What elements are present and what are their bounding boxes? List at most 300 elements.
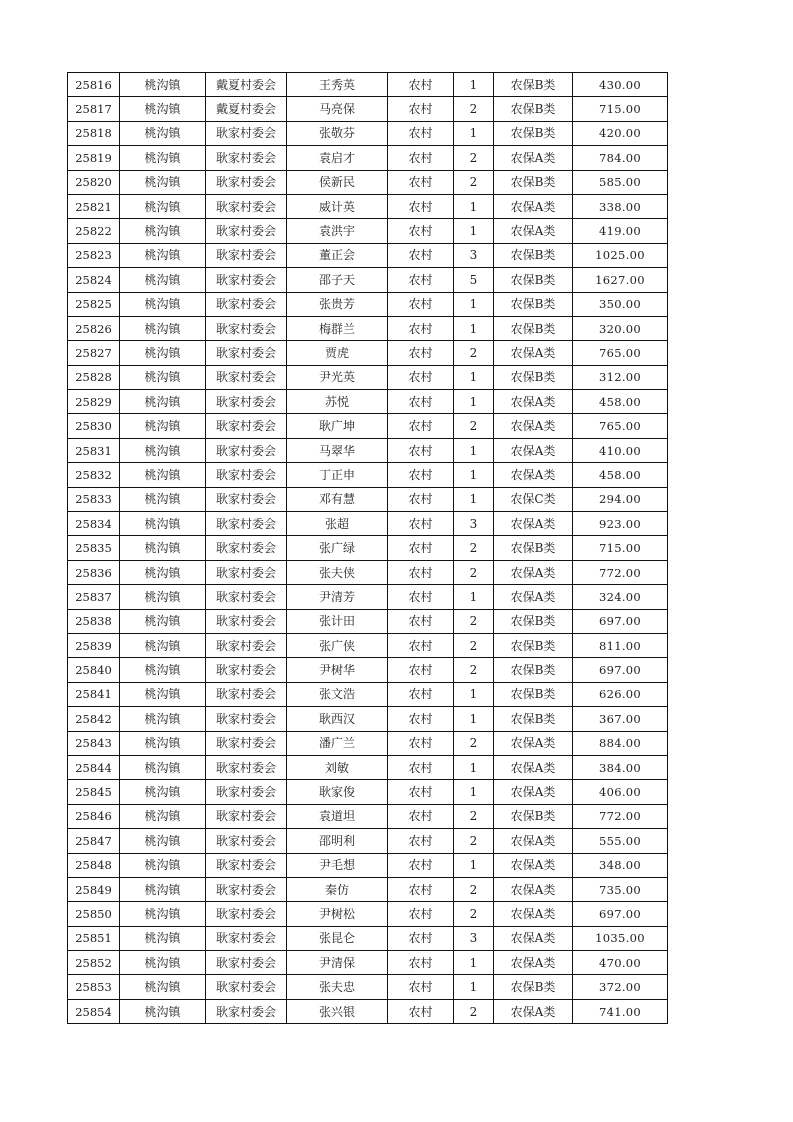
insurance-category-cell: 农保A类: [494, 341, 573, 365]
area-type-cell: 农村: [388, 829, 454, 853]
table-row: [68, 536, 668, 560]
person-name-cell: 贾虎: [287, 341, 388, 365]
person-name-cell: 董正会: [287, 243, 388, 267]
household-size-cell: 1: [454, 219, 494, 243]
household-size-cell: 1: [454, 707, 494, 731]
town-cell: 桃沟镇: [120, 999, 206, 1023]
insurance-category-cell: 农保A类: [494, 146, 573, 170]
town-cell: 桃沟镇: [120, 633, 206, 657]
allowance-table: [67, 72, 668, 1024]
table-row: [68, 755, 668, 779]
person-name-cell: 耿家俊: [287, 780, 388, 804]
amount-cell: 811.00: [573, 633, 668, 657]
household-size-cell: 1: [454, 438, 494, 462]
person-name-cell: 王秀英: [287, 73, 388, 97]
insurance-category-cell: 农保A类: [494, 390, 573, 414]
insurance-category-cell: 农保A类: [494, 731, 573, 755]
table-row: [68, 804, 668, 828]
amount-cell: 348.00: [573, 853, 668, 877]
insurance-category-cell: 农保B类: [494, 975, 573, 999]
insurance-category-cell: 农保A类: [494, 560, 573, 584]
household-size-cell: 1: [454, 121, 494, 145]
area-type-cell: 农村: [388, 585, 454, 609]
amount-cell: 372.00: [573, 975, 668, 999]
table-body: [68, 73, 668, 1024]
table-row: [68, 146, 668, 170]
amount-cell: 715.00: [573, 97, 668, 121]
amount-cell: 585.00: [573, 170, 668, 194]
table-row: [68, 633, 668, 657]
household-size-cell: 3: [454, 926, 494, 950]
record-id-cell: 25818: [68, 121, 120, 145]
table-row: [68, 438, 668, 462]
person-name-cell: 张夫侠: [287, 560, 388, 584]
amount-cell: 1025.00: [573, 243, 668, 267]
record-id-cell: 25825: [68, 292, 120, 316]
record-id-cell: 25844: [68, 755, 120, 779]
table-row: [68, 414, 668, 438]
record-id-cell: 25817: [68, 97, 120, 121]
record-id-cell: 25839: [68, 633, 120, 657]
insurance-category-cell: 农保C类: [494, 487, 573, 511]
household-size-cell: 2: [454, 560, 494, 584]
insurance-category-cell: 农保A类: [494, 853, 573, 877]
table-row: [68, 560, 668, 584]
table-row: [68, 73, 668, 97]
amount-cell: 312.00: [573, 365, 668, 389]
area-type-cell: 农村: [388, 682, 454, 706]
person-name-cell: 张敬芬: [287, 121, 388, 145]
area-type-cell: 农村: [388, 97, 454, 121]
village-committee-cell: 耿家村委会: [206, 975, 287, 999]
record-id-cell: 25835: [68, 536, 120, 560]
table-row: [68, 341, 668, 365]
village-committee-cell: 耿家村委会: [206, 243, 287, 267]
amount-cell: 458.00: [573, 390, 668, 414]
table-row: [68, 926, 668, 950]
insurance-category-cell: 农保A类: [494, 829, 573, 853]
amount-cell: 765.00: [573, 414, 668, 438]
village-committee-cell: 耿家村委会: [206, 390, 287, 414]
record-id-cell: 25819: [68, 146, 120, 170]
household-size-cell: 2: [454, 146, 494, 170]
area-type-cell: 农村: [388, 926, 454, 950]
person-name-cell: 尹树华: [287, 658, 388, 682]
insurance-category-cell: 农保A类: [494, 951, 573, 975]
record-id-cell: 25845: [68, 780, 120, 804]
town-cell: 桃沟镇: [120, 292, 206, 316]
insurance-category-cell: 农保B类: [494, 633, 573, 657]
town-cell: 桃沟镇: [120, 755, 206, 779]
area-type-cell: 农村: [388, 999, 454, 1023]
area-type-cell: 农村: [388, 536, 454, 560]
person-name-cell: 耿西汉: [287, 707, 388, 731]
person-name-cell: 袁洪宇: [287, 219, 388, 243]
town-cell: 桃沟镇: [120, 585, 206, 609]
area-type-cell: 农村: [388, 853, 454, 877]
area-type-cell: 农村: [388, 463, 454, 487]
insurance-category-cell: 农保A类: [494, 585, 573, 609]
insurance-category-cell: 农保A类: [494, 219, 573, 243]
insurance-category-cell: 农保A类: [494, 902, 573, 926]
table-row: [68, 609, 668, 633]
town-cell: 桃沟镇: [120, 780, 206, 804]
amount-cell: 555.00: [573, 829, 668, 853]
household-size-cell: 1: [454, 194, 494, 218]
household-size-cell: 2: [454, 658, 494, 682]
area-type-cell: 农村: [388, 316, 454, 340]
town-cell: 桃沟镇: [120, 73, 206, 97]
record-id-cell: 25838: [68, 609, 120, 633]
amount-cell: 884.00: [573, 731, 668, 755]
area-type-cell: 农村: [388, 438, 454, 462]
record-id-cell: 25834: [68, 512, 120, 536]
record-id-cell: 25822: [68, 219, 120, 243]
amount-cell: 784.00: [573, 146, 668, 170]
person-name-cell: 张广绿: [287, 536, 388, 560]
person-name-cell: 张昆仑: [287, 926, 388, 950]
area-type-cell: 农村: [388, 219, 454, 243]
town-cell: 桃沟镇: [120, 853, 206, 877]
person-name-cell: 尹清芳: [287, 585, 388, 609]
village-committee-cell: 耿家村委会: [206, 170, 287, 194]
insurance-category-cell: 农保B类: [494, 682, 573, 706]
person-name-cell: 张兴银: [287, 999, 388, 1023]
person-name-cell: 马翠华: [287, 438, 388, 462]
household-size-cell: 1: [454, 365, 494, 389]
town-cell: 桃沟镇: [120, 804, 206, 828]
household-size-cell: 2: [454, 414, 494, 438]
person-name-cell: 尹清保: [287, 951, 388, 975]
insurance-category-cell: 农保B类: [494, 365, 573, 389]
village-committee-cell: 耿家村委会: [206, 951, 287, 975]
area-type-cell: 农村: [388, 243, 454, 267]
village-committee-cell: 耿家村委会: [206, 853, 287, 877]
village-committee-cell: 耿家村委会: [206, 365, 287, 389]
insurance-category-cell: 农保B类: [494, 121, 573, 145]
area-type-cell: 农村: [388, 755, 454, 779]
record-id-cell: 25853: [68, 975, 120, 999]
amount-cell: 470.00: [573, 951, 668, 975]
town-cell: 桃沟镇: [120, 121, 206, 145]
area-type-cell: 农村: [388, 951, 454, 975]
record-id-cell: 25824: [68, 268, 120, 292]
town-cell: 桃沟镇: [120, 682, 206, 706]
household-size-cell: 1: [454, 73, 494, 97]
town-cell: 桃沟镇: [120, 658, 206, 682]
person-name-cell: 张贵芳: [287, 292, 388, 316]
record-id-cell: 25851: [68, 926, 120, 950]
insurance-category-cell: 农保A类: [494, 438, 573, 462]
village-committee-cell: 耿家村委会: [206, 219, 287, 243]
town-cell: 桃沟镇: [120, 707, 206, 731]
table-row: [68, 829, 668, 853]
town-cell: 桃沟镇: [120, 829, 206, 853]
record-id-cell: 25833: [68, 487, 120, 511]
amount-cell: 420.00: [573, 121, 668, 145]
area-type-cell: 农村: [388, 292, 454, 316]
household-size-cell: 3: [454, 512, 494, 536]
amount-cell: 765.00: [573, 341, 668, 365]
town-cell: 桃沟镇: [120, 219, 206, 243]
village-committee-cell: 耿家村委会: [206, 292, 287, 316]
insurance-category-cell: 农保A类: [494, 463, 573, 487]
person-name-cell: 梅群兰: [287, 316, 388, 340]
insurance-category-cell: 农保B类: [494, 97, 573, 121]
household-size-cell: 2: [454, 877, 494, 901]
household-size-cell: 1: [454, 292, 494, 316]
village-committee-cell: 耿家村委会: [206, 585, 287, 609]
village-committee-cell: 耿家村委会: [206, 609, 287, 633]
record-id-cell: 25823: [68, 243, 120, 267]
record-id-cell: 25826: [68, 316, 120, 340]
area-type-cell: 农村: [388, 877, 454, 901]
record-id-cell: 25832: [68, 463, 120, 487]
table-row: [68, 658, 668, 682]
town-cell: 桃沟镇: [120, 146, 206, 170]
village-committee-cell: 耿家村委会: [206, 780, 287, 804]
household-size-cell: 5: [454, 268, 494, 292]
household-size-cell: 2: [454, 609, 494, 633]
person-name-cell: 潘广兰: [287, 731, 388, 755]
amount-cell: 324.00: [573, 585, 668, 609]
table-row: [68, 121, 668, 145]
town-cell: 桃沟镇: [120, 951, 206, 975]
amount-cell: 294.00: [573, 487, 668, 511]
person-name-cell: 威计英: [287, 194, 388, 218]
village-committee-cell: 耿家村委会: [206, 512, 287, 536]
village-committee-cell: 耿家村委会: [206, 316, 287, 340]
record-id-cell: 25836: [68, 560, 120, 584]
insurance-category-cell: 农保B类: [494, 316, 573, 340]
town-cell: 桃沟镇: [120, 390, 206, 414]
household-size-cell: 1: [454, 682, 494, 706]
person-name-cell: 邵子天: [287, 268, 388, 292]
household-size-cell: 2: [454, 999, 494, 1023]
table-row: [68, 512, 668, 536]
amount-cell: 715.00: [573, 536, 668, 560]
insurance-category-cell: 农保B类: [494, 804, 573, 828]
household-size-cell: 1: [454, 463, 494, 487]
person-name-cell: 刘敏: [287, 755, 388, 779]
area-type-cell: 农村: [388, 121, 454, 145]
amount-cell: 320.00: [573, 316, 668, 340]
household-size-cell: 2: [454, 170, 494, 194]
person-name-cell: 尹毛想: [287, 853, 388, 877]
area-type-cell: 农村: [388, 194, 454, 218]
record-id-cell: 25837: [68, 585, 120, 609]
record-id-cell: 25831: [68, 438, 120, 462]
area-type-cell: 农村: [388, 73, 454, 97]
person-name-cell: 侯新民: [287, 170, 388, 194]
table-row: [68, 316, 668, 340]
area-type-cell: 农村: [388, 633, 454, 657]
record-id-cell: 25821: [68, 194, 120, 218]
record-id-cell: 25850: [68, 902, 120, 926]
town-cell: 桃沟镇: [120, 170, 206, 194]
village-committee-cell: 耿家村委会: [206, 731, 287, 755]
amount-cell: 697.00: [573, 609, 668, 633]
household-size-cell: 1: [454, 975, 494, 999]
household-size-cell: 2: [454, 341, 494, 365]
record-id-cell: 25820: [68, 170, 120, 194]
record-id-cell: 25843: [68, 731, 120, 755]
insurance-category-cell: 农保B类: [494, 707, 573, 731]
table-row: [68, 243, 668, 267]
person-name-cell: 马亮保: [287, 97, 388, 121]
amount-cell: 419.00: [573, 219, 668, 243]
household-size-cell: 3: [454, 243, 494, 267]
household-size-cell: 1: [454, 853, 494, 877]
amount-cell: 697.00: [573, 902, 668, 926]
village-committee-cell: 耿家村委会: [206, 755, 287, 779]
table-row: [68, 268, 668, 292]
insurance-category-cell: 农保A类: [494, 780, 573, 804]
table-row: [68, 999, 668, 1023]
household-size-cell: 2: [454, 829, 494, 853]
table-row: [68, 463, 668, 487]
village-committee-cell: 戴夏村委会: [206, 73, 287, 97]
area-type-cell: 农村: [388, 170, 454, 194]
town-cell: 桃沟镇: [120, 536, 206, 560]
amount-cell: 772.00: [573, 560, 668, 584]
amount-cell: 458.00: [573, 463, 668, 487]
person-name-cell: 邓有慧: [287, 487, 388, 511]
household-size-cell: 2: [454, 804, 494, 828]
area-type-cell: 农村: [388, 707, 454, 731]
person-name-cell: 邵明利: [287, 829, 388, 853]
household-size-cell: 2: [454, 633, 494, 657]
village-committee-cell: 耿家村委会: [206, 121, 287, 145]
insurance-category-cell: 农保B类: [494, 170, 573, 194]
record-id-cell: 25840: [68, 658, 120, 682]
amount-cell: 735.00: [573, 877, 668, 901]
area-type-cell: 农村: [388, 560, 454, 584]
town-cell: 桃沟镇: [120, 877, 206, 901]
village-committee-cell: 耿家村委会: [206, 829, 287, 853]
village-committee-cell: 耿家村委会: [206, 487, 287, 511]
town-cell: 桃沟镇: [120, 316, 206, 340]
town-cell: 桃沟镇: [120, 438, 206, 462]
town-cell: 桃沟镇: [120, 512, 206, 536]
insurance-category-cell: 农保B类: [494, 658, 573, 682]
table-row: [68, 487, 668, 511]
household-size-cell: 1: [454, 390, 494, 414]
table-row: [68, 682, 668, 706]
table-row: [68, 902, 668, 926]
village-committee-cell: 耿家村委会: [206, 804, 287, 828]
amount-cell: 410.00: [573, 438, 668, 462]
town-cell: 桃沟镇: [120, 975, 206, 999]
household-size-cell: 1: [454, 316, 494, 340]
town-cell: 桃沟镇: [120, 365, 206, 389]
table-row: [68, 97, 668, 121]
person-name-cell: 袁启才: [287, 146, 388, 170]
record-id-cell: 25827: [68, 341, 120, 365]
table-row: [68, 292, 668, 316]
town-cell: 桃沟镇: [120, 926, 206, 950]
area-type-cell: 农村: [388, 609, 454, 633]
table-row: [68, 390, 668, 414]
person-name-cell: 丁正申: [287, 463, 388, 487]
household-size-cell: 1: [454, 951, 494, 975]
household-size-cell: 1: [454, 780, 494, 804]
area-type-cell: 农村: [388, 146, 454, 170]
amount-cell: 367.00: [573, 707, 668, 731]
town-cell: 桃沟镇: [120, 97, 206, 121]
record-id-cell: 25849: [68, 877, 120, 901]
area-type-cell: 农村: [388, 268, 454, 292]
area-type-cell: 农村: [388, 512, 454, 536]
area-type-cell: 农村: [388, 804, 454, 828]
amount-cell: 697.00: [573, 658, 668, 682]
household-size-cell: 1: [454, 755, 494, 779]
record-id-cell: 25816: [68, 73, 120, 97]
insurance-category-cell: 农保A类: [494, 926, 573, 950]
town-cell: 桃沟镇: [120, 560, 206, 584]
insurance-category-cell: 农保A类: [494, 877, 573, 901]
village-committee-cell: 耿家村委会: [206, 463, 287, 487]
town-cell: 桃沟镇: [120, 414, 206, 438]
amount-cell: 384.00: [573, 755, 668, 779]
insurance-category-cell: 农保B类: [494, 292, 573, 316]
insurance-category-cell: 农保A类: [494, 512, 573, 536]
table-row: [68, 365, 668, 389]
town-cell: 桃沟镇: [120, 341, 206, 365]
village-committee-cell: 耿家村委会: [206, 414, 287, 438]
area-type-cell: 农村: [388, 414, 454, 438]
table-row: [68, 877, 668, 901]
insurance-category-cell: 农保B类: [494, 609, 573, 633]
table-row: [68, 707, 668, 731]
village-committee-cell: 耿家村委会: [206, 658, 287, 682]
amount-cell: 772.00: [573, 804, 668, 828]
person-name-cell: 耿广坤: [287, 414, 388, 438]
table-row: [68, 780, 668, 804]
area-type-cell: 农村: [388, 658, 454, 682]
village-committee-cell: 耿家村委会: [206, 682, 287, 706]
village-committee-cell: 耿家村委会: [206, 560, 287, 584]
table-row: [68, 585, 668, 609]
town-cell: 桃沟镇: [120, 243, 206, 267]
person-name-cell: 袁道坦: [287, 804, 388, 828]
record-id-cell: 25830: [68, 414, 120, 438]
amount-cell: 741.00: [573, 999, 668, 1023]
person-name-cell: 秦仿: [287, 877, 388, 901]
amount-cell: 1627.00: [573, 268, 668, 292]
amount-cell: 923.00: [573, 512, 668, 536]
record-id-cell: 25854: [68, 999, 120, 1023]
person-name-cell: 苏悦: [287, 390, 388, 414]
village-committee-cell: 耿家村委会: [206, 877, 287, 901]
person-name-cell: 尹光英: [287, 365, 388, 389]
insurance-category-cell: 农保B类: [494, 73, 573, 97]
village-committee-cell: 耿家村委会: [206, 341, 287, 365]
table-row: [68, 194, 668, 218]
village-committee-cell: 耿家村委会: [206, 194, 287, 218]
village-committee-cell: 耿家村委会: [206, 268, 287, 292]
area-type-cell: 农村: [388, 731, 454, 755]
village-committee-cell: 耿家村委会: [206, 926, 287, 950]
person-name-cell: 张超: [287, 512, 388, 536]
village-committee-cell: 耿家村委会: [206, 999, 287, 1023]
record-id-cell: 25846: [68, 804, 120, 828]
table-row: [68, 170, 668, 194]
amount-cell: 406.00: [573, 780, 668, 804]
area-type-cell: 农村: [388, 487, 454, 511]
record-id-cell: 25828: [68, 365, 120, 389]
table-row: [68, 219, 668, 243]
